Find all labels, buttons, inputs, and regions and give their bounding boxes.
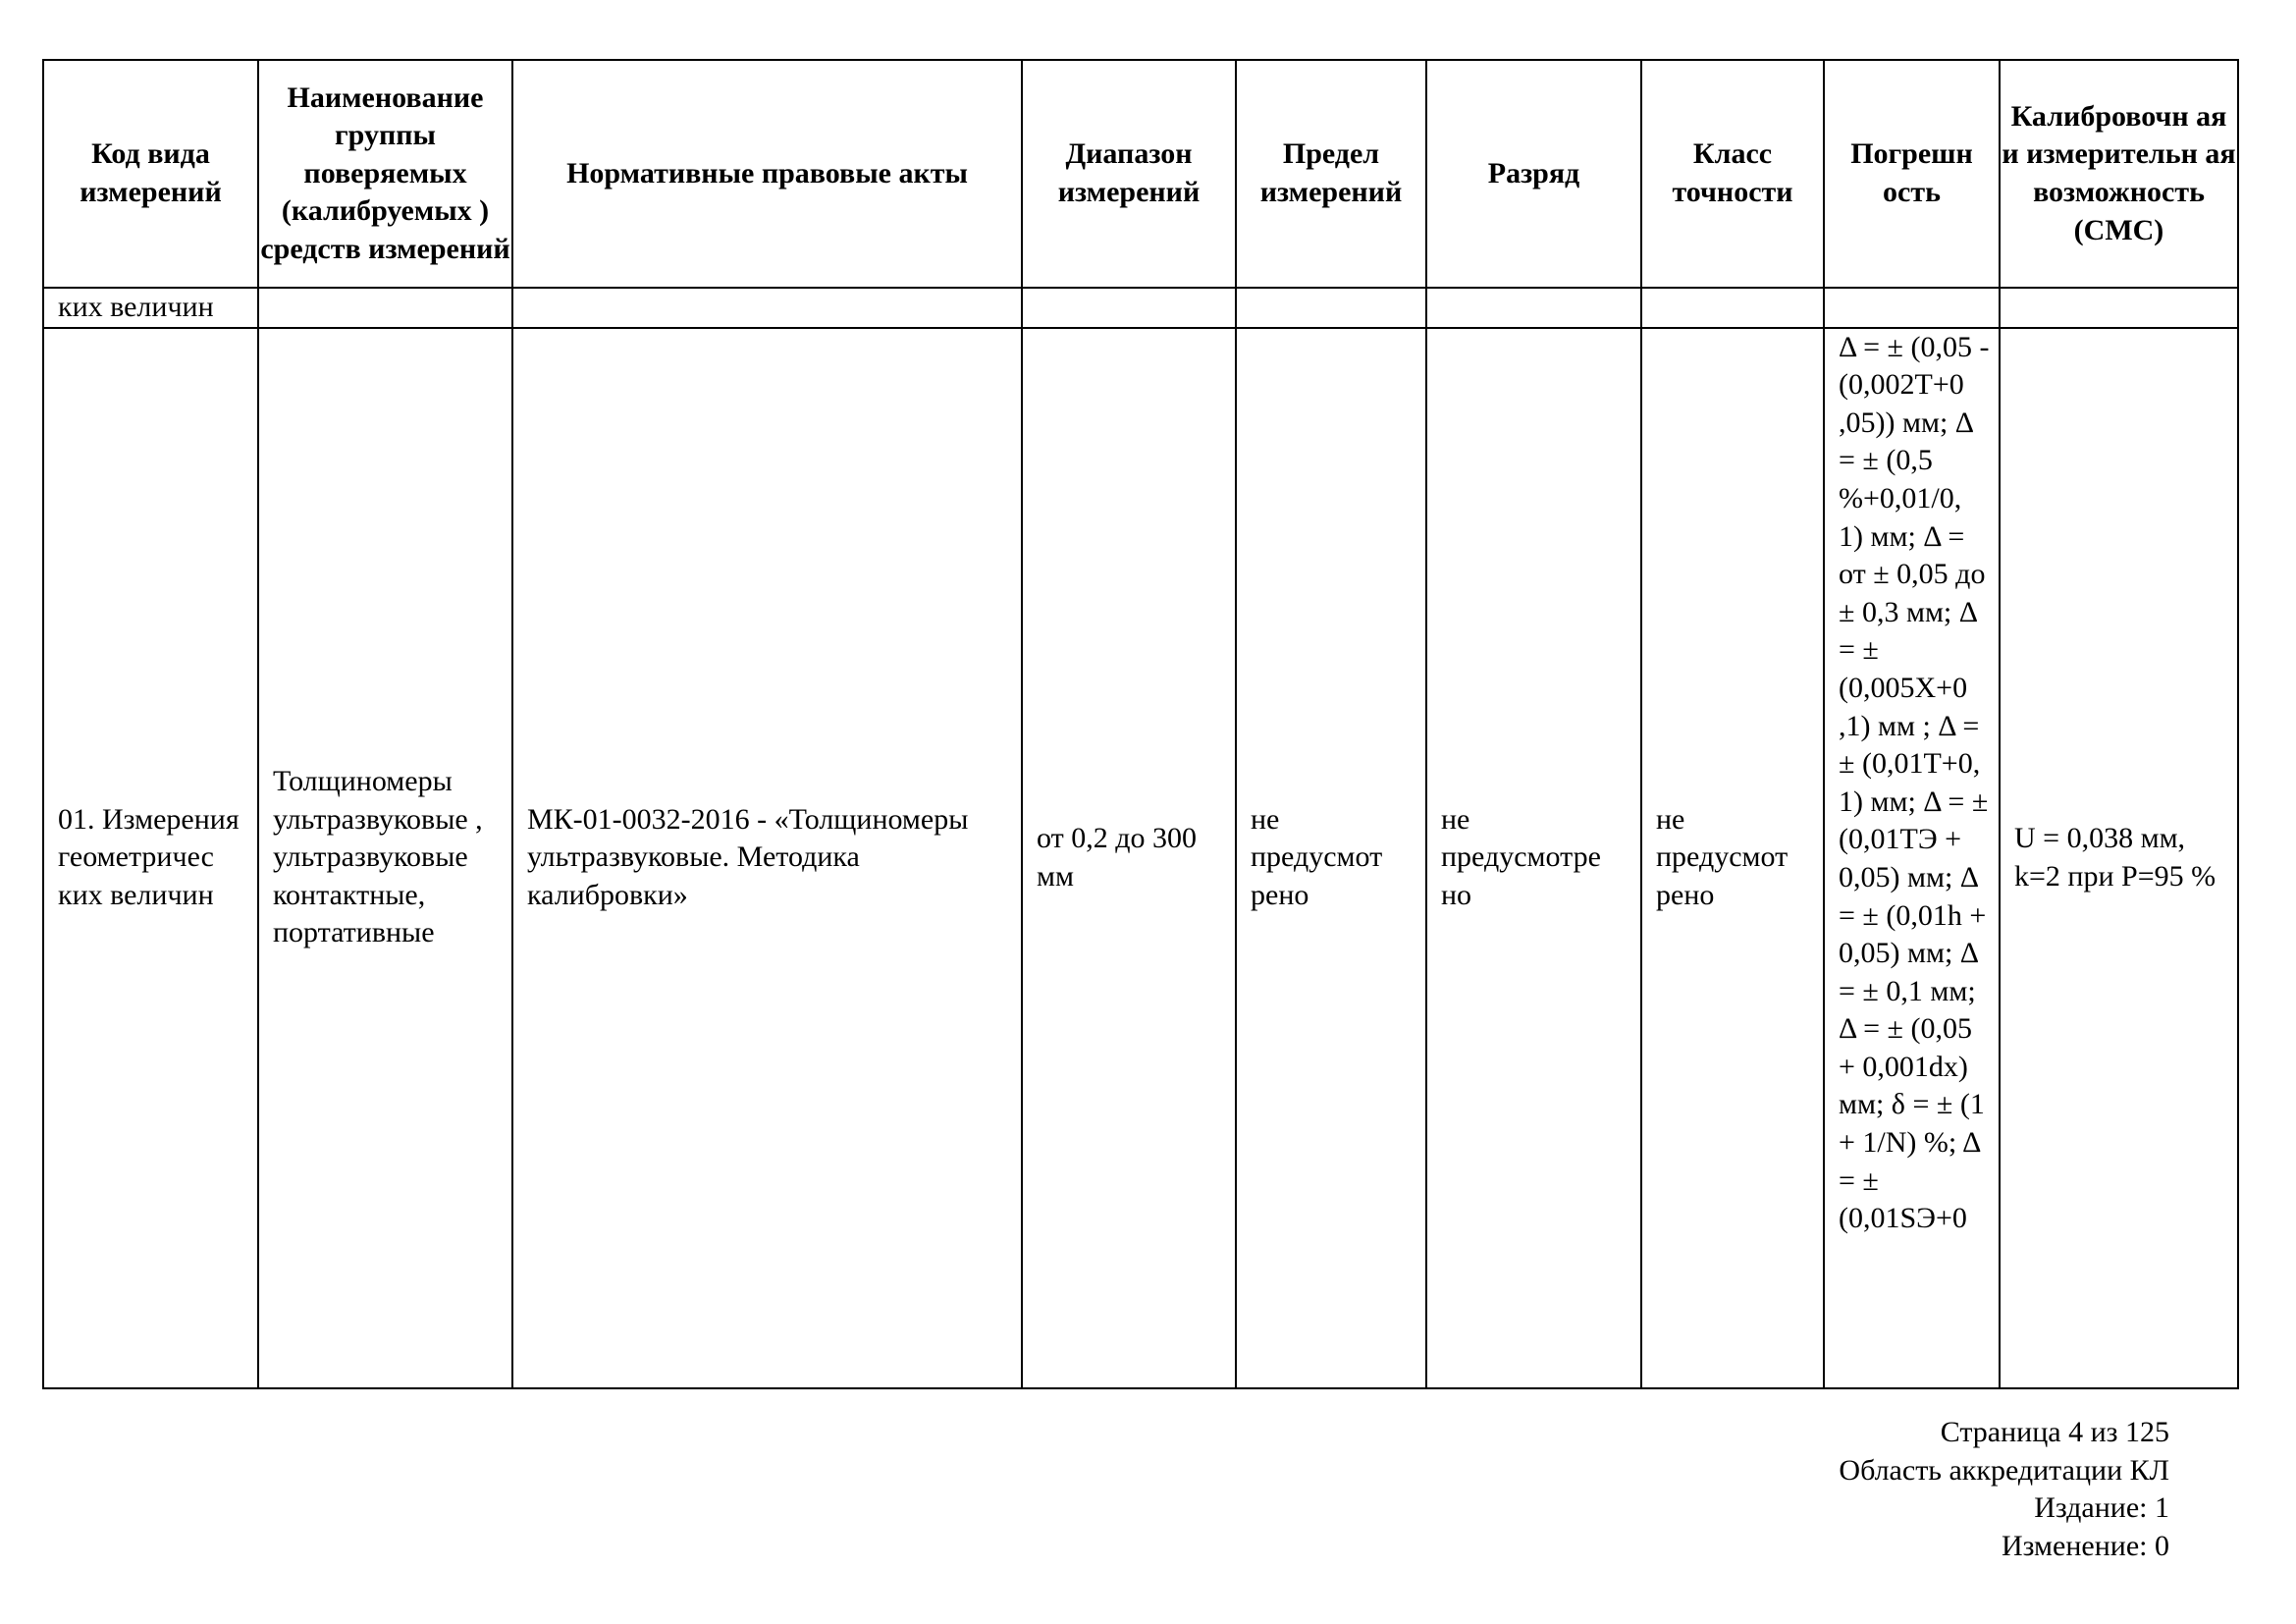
header-range: Диапазон измерений: [1022, 60, 1236, 288]
header-row: [43, 60, 2238, 288]
empty-cell: [2000, 288, 2238, 328]
continuation-row: [43, 288, 2238, 328]
empty-cell: [1824, 288, 2000, 328]
header-rank: Разряд: [1426, 60, 1641, 288]
code-cell: 01. Измерения геометричес ких величин: [43, 328, 258, 1388]
edition-label: Издание: 1: [2034, 1491, 2169, 1525]
empty-cell: [1426, 288, 1641, 328]
empty-cell: [1022, 288, 1236, 328]
header-code: Код вида измерений: [43, 60, 258, 288]
error-cell: [1824, 328, 2000, 1388]
empty-cell: [258, 288, 512, 328]
accreditation-scope-table: [42, 59, 2239, 1389]
acts-cell: МК-01-0032-2016 - «Толщиномеры ультразвуковые. Методика калибровки»: [512, 328, 1022, 1388]
table-row: [43, 328, 2238, 1388]
empty-cell: [1641, 288, 1824, 328]
rank-cell: не предусмотре но: [1426, 328, 1641, 1388]
empty-cell: [1236, 288, 1426, 328]
change-label: Изменение: 0: [2001, 1529, 2169, 1562]
limit-cell: не предусмот рено: [1236, 328, 1426, 1388]
page-footer: [1839, 1414, 2169, 1565]
header-acts: Нормативные правовые акты: [512, 60, 1022, 288]
header-limit: Предел измерений: [1236, 60, 1426, 288]
header-error: Погрешн ость: [1824, 60, 2000, 288]
cmc-cell: U = 0,038 мм, k=2 при P=95 %: [2000, 328, 2238, 1388]
header-accuracy-class: Класс точности: [1641, 60, 1824, 288]
error-text: Δ = ± (0,05 - (0,002T+0 ,05)) мм; Δ = ± (0,5 %+0,01/0, 1) мм; Δ = от ± 0,05 до ± 0,3 мм; Δ = ± (0,005X+0 ,1) мм ; Δ = ± (0,01T+0, 1) мм; Δ = ± (0,01TЭ + 0,05) мм; Δ = ± (0,01h + 0,05) мм; Δ = ± 0,1 мм; Δ = ± (0,05 + 0,001dx) мм; δ = ± (1 + 1/N) %; Δ = ± (0,01SЭ+0: [1839, 330, 1990, 1235]
header-cmc: Калибровочн ая и измерительн ая возможность (СМС): [2000, 60, 2238, 288]
page-number: Страница 4 из 125: [1940, 1416, 2169, 1448]
continuation-cell: ких величин: [43, 288, 258, 328]
empty-cell: [512, 288, 1022, 328]
range-cell: от 0,2 до 300 мм: [1022, 328, 1236, 1388]
group-cell: Толщиномеры ультразвуковые , ультразвуковые контактные, портативные: [258, 328, 512, 1388]
header-group: Наименование группы поверяемых (калибруемых ) средств измерений: [258, 60, 512, 288]
accuracy-class-cell: не предусмот рено: [1641, 328, 1824, 1388]
accreditation-scope-label: Область аккредитации КЛ: [1839, 1453, 2169, 1487]
